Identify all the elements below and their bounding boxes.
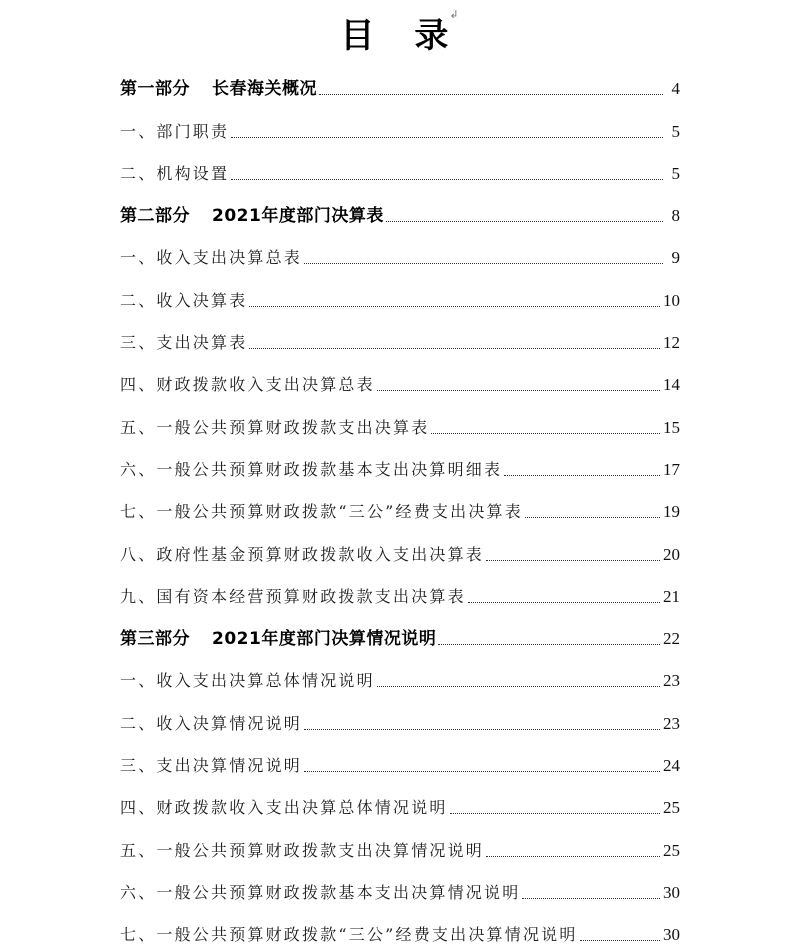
- toc-dot-leader: [386, 221, 663, 222]
- toc-entry[interactable]: [120, 697, 680, 739]
- toc-page-number: 12: [663, 333, 680, 353]
- toc-page-number: 17: [663, 459, 680, 479]
- toc-dot-leader: [249, 306, 660, 307]
- toc-entry[interactable]: [120, 909, 680, 951]
- toc-dot-leader: [304, 771, 660, 772]
- toc-part-title: 2021年度部门决算情况说明: [212, 629, 437, 650]
- toc-page-number: 25: [663, 798, 680, 818]
- toc-entry[interactable]: [120, 486, 680, 528]
- toc-dot-leader: [486, 560, 660, 561]
- toc-dot-leader: [431, 433, 660, 434]
- toc-entry[interactable]: [120, 782, 680, 824]
- toc-page-number: 30: [663, 925, 680, 945]
- toc-page-number: 23: [663, 713, 680, 733]
- toc-entry-label: [120, 201, 384, 226]
- toc-entry-label: 四、财政拨款收入支出决算总体情况说明: [120, 798, 448, 818]
- toc-dot-leader: [304, 263, 663, 264]
- toc-entry[interactable]: [120, 401, 680, 443]
- toc-page-number: 4: [671, 79, 680, 99]
- toc-dot-leader: [525, 517, 660, 518]
- toc-dot-leader: [580, 940, 660, 941]
- toc-entry-label: 二、收入决算表: [120, 290, 248, 310]
- toc-entry-label: 五、一般公共预算财政拨款支出决算表: [120, 417, 430, 437]
- toc-entry-label: 八、政府性基金预算财政拨款收入支出决算表: [120, 544, 485, 564]
- toc-page-number: 5: [671, 163, 680, 183]
- toc-dot-leader: [522, 898, 660, 899]
- toc-page-number: 14: [663, 375, 680, 395]
- toc-dot-leader: [304, 729, 660, 730]
- toc-entry[interactable]: [120, 655, 680, 697]
- toc-entry[interactable]: [120, 444, 680, 486]
- toc-dot-leader: [249, 348, 660, 349]
- paragraph-mark-icon: ↲: [449, 8, 459, 21]
- toc-part-number: 第一部分: [120, 79, 190, 100]
- toc-part-number: 第二部分: [120, 206, 190, 227]
- toc-page-number: 21: [663, 586, 680, 606]
- toc-dot-leader: [438, 644, 660, 645]
- toc-entry-label: 七、一般公共预算财政拨款“三公”经费支出决算表: [120, 502, 523, 522]
- toc-page-number: 19: [663, 502, 680, 522]
- toc-entry[interactable]: [120, 359, 680, 401]
- toc-entry[interactable]: [120, 148, 680, 190]
- toc-entry[interactable]: [120, 740, 680, 782]
- toc-dot-leader: [231, 137, 663, 138]
- toc-page-number: 10: [663, 290, 680, 310]
- toc-entry-label: 六、一般公共预算财政拨款基本支出决算明细表: [120, 459, 503, 479]
- toc-part-number: 第三部分: [120, 629, 190, 650]
- toc-entry-label: 一、部门职责: [120, 121, 230, 141]
- toc-entry-label: [120, 624, 436, 649]
- toc-page-number: 9: [671, 248, 680, 268]
- toc-page-number: 20: [663, 544, 680, 564]
- toc-dot-leader: [504, 475, 660, 476]
- toc-part-heading[interactable]: [120, 190, 680, 232]
- toc-dot-leader: [231, 179, 663, 180]
- title-char-left: 目: [340, 16, 375, 56]
- toc-dot-leader: [377, 390, 660, 391]
- toc-part-title: 长春海关概况: [212, 79, 317, 100]
- toc-dot-leader: [377, 686, 660, 687]
- toc-entry[interactable]: [120, 528, 680, 570]
- toc-entry-label: 三、支出决算表: [120, 333, 248, 353]
- toc-page-number: 15: [663, 417, 680, 437]
- title-char-right: 录: [414, 16, 449, 56]
- toc-entry[interactable]: [120, 317, 680, 359]
- toc-entry[interactable]: [120, 571, 680, 613]
- toc-entry-label: [120, 74, 317, 99]
- toc-entry-label: 三、支出决算情况说明: [120, 756, 303, 776]
- toc-entry[interactable]: [120, 824, 680, 866]
- toc-dot-leader: [450, 813, 660, 814]
- toc-page-number: 30: [663, 882, 680, 902]
- toc-dot-leader: [468, 602, 660, 603]
- toc-page-number: 24: [663, 756, 680, 776]
- toc-page-number: 25: [663, 840, 680, 860]
- toc-entry[interactable]: [120, 232, 680, 274]
- toc-entry-label: 二、收入决算情况说明: [120, 713, 303, 733]
- toc-entry[interactable]: [120, 274, 680, 316]
- toc-page-number: 5: [671, 121, 680, 141]
- toc-entry-label: 五、一般公共预算财政拨款支出决算情况说明: [120, 840, 485, 860]
- toc-entry-label: 六、一般公共预算财政拨款基本支出决算情况说明: [120, 882, 521, 902]
- page-title: [0, 8, 799, 57]
- toc-part-title: 2021年度部门决算表: [212, 206, 384, 227]
- toc-entry-label: 四、财政拨款收入支出决算总表: [120, 375, 375, 395]
- toc-page-number: 23: [663, 671, 680, 691]
- table-of-contents: [120, 63, 680, 951]
- toc-dot-leader: [486, 856, 660, 857]
- toc-entry[interactable]: [120, 105, 680, 147]
- toc-entry-label: 七、一般公共预算财政拨款“三公”经费支出决算情况说明: [120, 925, 578, 945]
- toc-entry-label: 二、机构设置: [120, 163, 230, 183]
- toc-dot-leader: [319, 94, 663, 95]
- toc-entry-label: 九、国有资本经营预算财政拨款支出决算表: [120, 586, 466, 606]
- toc-page-number: 22: [663, 629, 680, 649]
- toc-part-heading[interactable]: [120, 63, 680, 105]
- toc-part-heading[interactable]: [120, 613, 680, 655]
- toc-page-number: 8: [671, 206, 680, 226]
- toc-entry-label: 一、收入支出决算总表: [120, 248, 303, 268]
- toc-entry-label: 一、收入支出决算总体情况说明: [120, 671, 375, 691]
- toc-entry[interactable]: [120, 867, 680, 909]
